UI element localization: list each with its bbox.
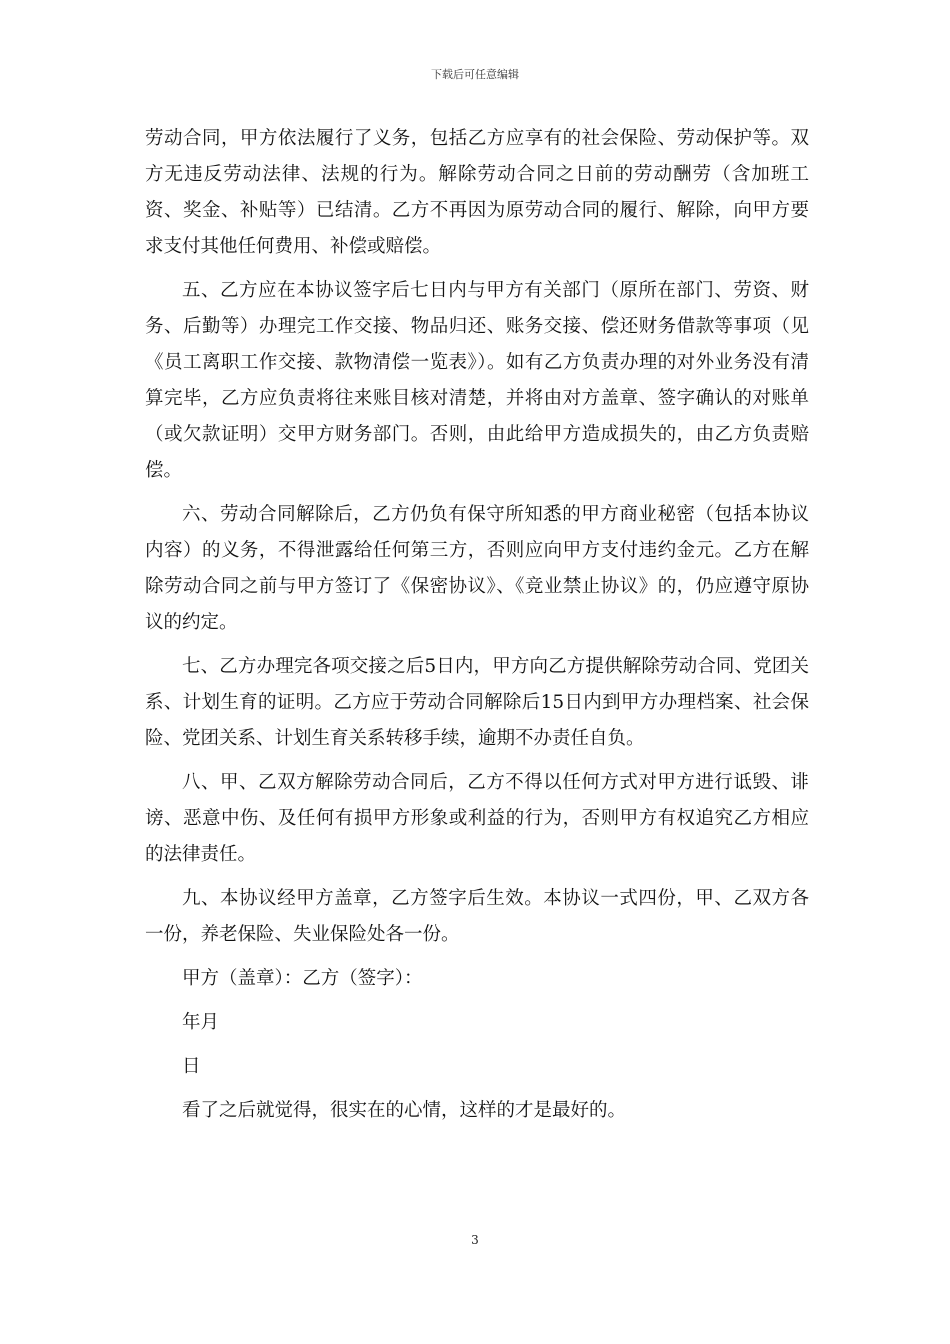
document-body [145,121,809,1129]
paragraph-continuation: 劳动合同，甲方依法履行了义务，包括乙方应享有的社会保险、劳动保护等。双方无违反劳动法律、法规的行为。解除劳动合同之日前的劳动酬劳（含加班工资、奖金、补贴等）已结清。乙方不再因为原劳动合同的履行、解除，向甲方要求支付其他任何费用、补偿或赔偿。 [145,128,809,257]
signature-year-month: 年月 [182,1012,220,1033]
page-header-note: 下载后可任意编辑 [431,68,519,81]
paragraph-clause-8: 八、甲、乙双方解除劳动合同后，乙方不得以任何方式对甲方进行诋毁、诽谤、恶意中伤、及任何有损甲方形象或利益的行为，否则甲方有权追究乙方相应的法律责任。 [145,772,809,865]
paragraph-clause-9: 九、本协议经甲方盖章，乙方签字后生效。本协议一式四份，甲、乙双方各一份，养老保险、失业保险处各一份。 [145,888,809,945]
paragraph-clause-6: 六、劳动合同解除后，乙方仍负有保守所知悉的甲方商业秘密（包括本协议内容）的义务，不得泄露给任何第三方，否则应向甲方支付违约金元。乙方在解除劳动合同之前与甲方签订了《保密协议》、《竞业禁止协议》的，仍应遵守原协议的约定。 [145,504,809,633]
paragraph-clause-5: 五、乙方应在本协议签字后七日内与甲方有关部门（原所在部门、劳资、财务、后勤等）办理完工作交接、物品归还、账务交接、偿还财务借款等事项（见《员工离职工作交接、款物清偿一览表》）。如有乙方负责办理的对外业务没有清算完毕，乙方应负责将往来账目核对清楚，并将由对方盖章、签字确认的对账单（或欠款证明）交甲方财务部门。否则，由此给甲方造成损失的，由乙方负责赔偿。 [145,280,809,481]
closing-remark: 看了之后就觉得，很实在的心情，这样的才是最好的。 [182,1100,627,1121]
page-number: 3 [471,1233,479,1247]
paragraph-clause-7: 七、乙方办理完各项交接之后5日内，甲方向乙方提供解除劳动合同、党团关系、计划生育的证明。乙方应于劳动合同解除后15日内到甲方办理档案、社会保险、党团关系、计划生育关系转移手续，逾期不办责任自负。 [145,656,809,749]
signature-line: 甲方（盖章）：乙方（签字）： [182,968,423,989]
signature-day: 日 [182,1056,201,1077]
